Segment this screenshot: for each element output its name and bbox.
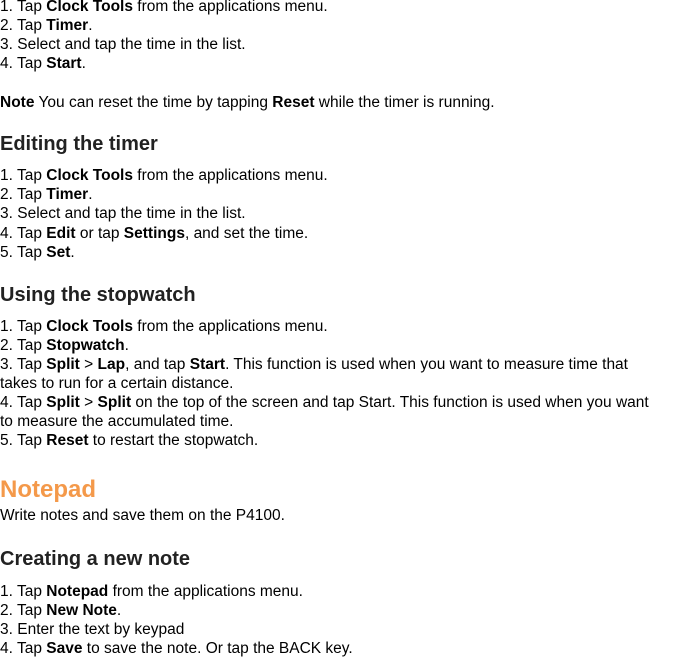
notepad-intro: Write notes and save them on the P4100. xyxy=(0,507,285,524)
step-bold: Timer xyxy=(46,17,89,34)
step-text: , and tap xyxy=(125,356,190,373)
editing-timer-heading: Editing the timer xyxy=(0,133,158,155)
step-bold: Stopwatch xyxy=(46,337,125,354)
new-note-step-3: 3. Enter the text by keypad xyxy=(0,621,185,638)
new-note-step-2 xyxy=(0,601,121,620)
new-note-step-4 xyxy=(0,639,353,658)
step-text: 2. Tap xyxy=(0,186,47,203)
step-bold: Settings xyxy=(123,225,185,242)
timer-note xyxy=(0,93,495,112)
timer-step-1 xyxy=(0,0,328,16)
step-bold: Start xyxy=(189,356,226,373)
step-bold: Lap xyxy=(97,356,126,373)
step-bold: Split xyxy=(97,394,132,411)
step-text: to save the note. Or tap the BACK key. xyxy=(82,640,353,657)
step-text: 2. Tap xyxy=(0,337,47,354)
note-bold: Reset xyxy=(272,94,315,111)
step-text: 4. Tap xyxy=(0,640,47,657)
stopwatch-step-5 xyxy=(0,431,258,450)
step-text: 1. Tap xyxy=(0,583,47,600)
step-bold: Notepad xyxy=(46,583,109,600)
step-bold: Split xyxy=(46,356,80,373)
stopwatch-step-4-cont: to measure the accumulated time. xyxy=(0,413,234,430)
step-text: . xyxy=(88,17,93,34)
stopwatch-step-1 xyxy=(0,317,328,336)
step-text: 3. Tap xyxy=(0,356,47,373)
step-text: 5. Tap xyxy=(0,244,47,261)
step-bold: Save xyxy=(46,640,83,657)
editing-step-4 xyxy=(0,224,308,243)
editing-step-2 xyxy=(0,185,93,204)
step-text: 4. Tap xyxy=(0,394,47,411)
step-text: 2. Tap xyxy=(0,17,47,34)
editing-step-3: 3. Select and tap the time in the list. xyxy=(0,205,246,222)
step-text: on the top of the screen and tap Start. This function is used when you want xyxy=(131,394,649,411)
step-text: . xyxy=(116,602,122,619)
step-text: , and set the time. xyxy=(184,225,309,242)
timer-step-3: 3. Select and tap the time in the list. xyxy=(0,36,246,53)
step-text: 4. Tap xyxy=(0,225,47,242)
step-bold: Clock Tools xyxy=(46,0,133,15)
step-text: from the applications menu. xyxy=(132,0,328,15)
timer-step-2 xyxy=(0,16,93,35)
step-text: from the applications menu. xyxy=(132,318,328,335)
step-text: . This function is used when you want to measure time that xyxy=(225,356,628,373)
step-text: 4. Tap xyxy=(0,55,47,72)
step-bold: New Note xyxy=(46,602,117,619)
stopwatch-step-4 xyxy=(0,393,649,412)
step-bold: Start xyxy=(46,55,82,72)
stopwatch-step-2 xyxy=(0,336,129,355)
timer-step-4 xyxy=(0,54,86,73)
note-label: Note xyxy=(0,94,35,111)
step-bold: Clock Tools xyxy=(46,167,133,184)
step-text: . xyxy=(81,55,86,72)
step-bold: Set xyxy=(46,244,71,261)
note-text: You can reset the time by tapping xyxy=(34,94,273,111)
editing-step-1 xyxy=(0,166,328,185)
step-text: or tap xyxy=(75,225,124,242)
step-bold: Reset xyxy=(46,432,89,449)
step-text: to restart the stopwatch. xyxy=(88,432,259,449)
stopwatch-heading: Using the stopwatch xyxy=(0,284,196,306)
stopwatch-step-3 xyxy=(0,355,628,374)
step-text: . xyxy=(70,244,75,261)
step-text: 1. Tap xyxy=(0,318,47,335)
note-text: while the timer is running. xyxy=(314,94,495,111)
step-bold: Clock Tools xyxy=(46,318,133,335)
step-text: from the applications menu. xyxy=(108,583,303,600)
step-bold: Timer xyxy=(46,186,89,203)
stopwatch-step-3-cont: takes to run for a certain distance. xyxy=(0,375,234,392)
step-text: > xyxy=(79,356,98,373)
step-bold: Edit xyxy=(46,225,76,242)
step-text: > xyxy=(79,394,98,411)
step-text: from the applications menu. xyxy=(132,167,328,184)
step-text: 2. Tap xyxy=(0,602,47,619)
step-text: 1. Tap xyxy=(0,0,47,15)
new-note-step-1 xyxy=(0,582,303,601)
notepad-section-title: Notepad xyxy=(0,476,96,503)
step-text: . xyxy=(124,337,129,354)
editing-step-5 xyxy=(0,243,75,262)
step-text: 1. Tap xyxy=(0,167,47,184)
step-bold: Split xyxy=(46,394,80,411)
step-text: . xyxy=(88,186,93,203)
new-note-heading: Creating a new note xyxy=(0,548,191,570)
step-text: 5. Tap xyxy=(0,432,47,449)
